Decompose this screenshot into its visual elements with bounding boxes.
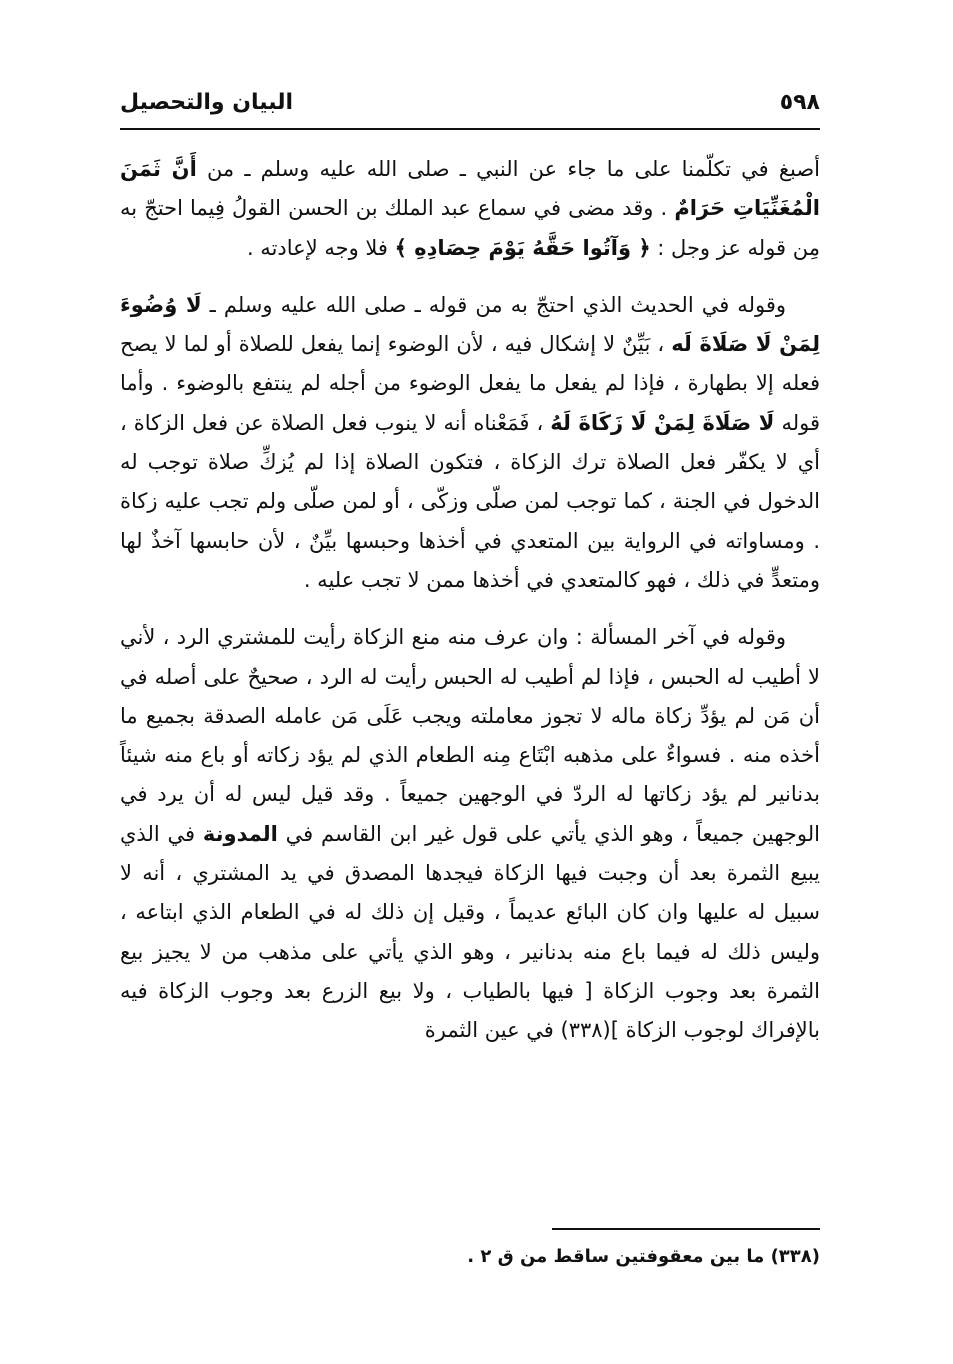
header-divider — [120, 128, 820, 130]
book-reference: المدونة — [202, 821, 278, 846]
hadith-quote: لَا صَلَاةَ لِمَنْ لَا زَكَاةَ لَهُ — [550, 410, 775, 435]
quran-quote: ﴿ وَآتُوا حَقَّهُ يَوْمَ حِصَادِهِ ﴾ — [394, 235, 651, 260]
text-segment: فلا وجه لإعادته . — [246, 235, 395, 260]
paragraph-2 — [120, 286, 820, 600]
paragraph-1 — [120, 150, 820, 268]
text-segment: . وقد مضى في سماع عبد الملك بن الحسن القولُ فِيما احتجّ به مِن قوله عز وجل : — [120, 196, 820, 260]
main-text — [120, 150, 820, 1051]
text-segment: ، فَمَعْناه أنه لا ينوب فعل الصلاة عن فعل الزكاة ، أي لا يكفّر فعل الصلاة ترك الزكاة ، فتكون الصلاة إذا لم يُزكِّ صلاة توجب له الدخول في الجنة ، كما توجب لمن صلّى وزكّى ، أو لمن صلّى ولم تجب عليه زكاة . ومساواته في الرواية بين المتعدي في أخذها وحبسها بيِّنٌ ، لأن حابسها آخذٌ لها ومتعدٍّ في ذلك ، فهو كالمتعدي في أخذها ممن لا تجب عليه . — [120, 410, 820, 592]
hadith-quote: أَنَّ ثَمَنَ الْمُغَنِّيَاتِ حَرَامٌ — [120, 157, 820, 221]
paragraph-3 — [120, 618, 820, 1050]
page-header — [120, 86, 820, 126]
text-segment: في الذي يبيع الثمرة بعد أن وجبت فيها الزكاة فيجدها المصدق في يد المشتري ، أنه لا سبيل له عليها وان كان البائع عديماً ، وقيل إن ذلك له في الطعام الذي ابتاعه ، وليس ذلك له فيما باع منه بدنانير ، وهو الذي يأتي على مذهب من لا يجيز بيع الثمرة بعد وجوب الزكاة [ فيها بالطياب ، ولا بيع الزرع بعد وجوب الزكاة فيه بالإفراك لوجوب الزكاة ](٣٣٨) في عين الثمرة — [120, 821, 820, 1043]
text-segment: وقوله في الحديث الذي احتجّ به من قوله ـ صلى الله عليه وسلم ـ — [201, 292, 786, 317]
page-number: ٥٩٨ — [779, 90, 820, 115]
footnote: (٣٣٨) ما بين معقوفتين ساقط من ق ٢ . — [467, 1246, 820, 1267]
running-title: البيان والتحصيل — [120, 90, 294, 115]
text-segment: أصبغ في تكلّمنا على ما جاء عن النبي ـ صلى الله عليه وسلم ـ من — [196, 157, 820, 181]
text-segment: ، بَيِّنٌ لا إشكال فيه ، لأن الوضوء إنما يفعل للصلاة أو لما لا يصح فعله إلا بطهارة ، فإذا لم يفعل ما يفعل الوضوء من أجله لم ينتفع بالوضوء . وأما قوله — [120, 332, 820, 435]
footnote-divider — [552, 1228, 820, 1230]
hadith-quote: لَا وُضُوءَ لِمَنْ لَا صَلَاةَ لَه — [120, 292, 821, 357]
text-segment: وقوله في آخر المسألة : وان عرف منه منع الزكاة رأيت للمشتري الرد ، لأني لا أطيب له الحبس ، فإذا لم أطيب له الحبس رأيت له الرد ، صحيحٌ على أصله في أن مَن لم يؤدِّ زكاة ماله لا تجوز معاملته ويجب عَلَى مَن عامله الصدقة بجميع ما أخذه منه . فسواءٌ على مذهبه ابْتَاع مِنه الطعام الذي لم يؤد زكاته أو باع منه شيئاً بدنانير لم يؤد زكاتها له الردّ في الوجهين جميعاً . وقد قيل ليس له أن يرد في الوجهين جميعاً ، وهو الذي يأتي على قول غير ابن القاسم في — [120, 625, 820, 846]
